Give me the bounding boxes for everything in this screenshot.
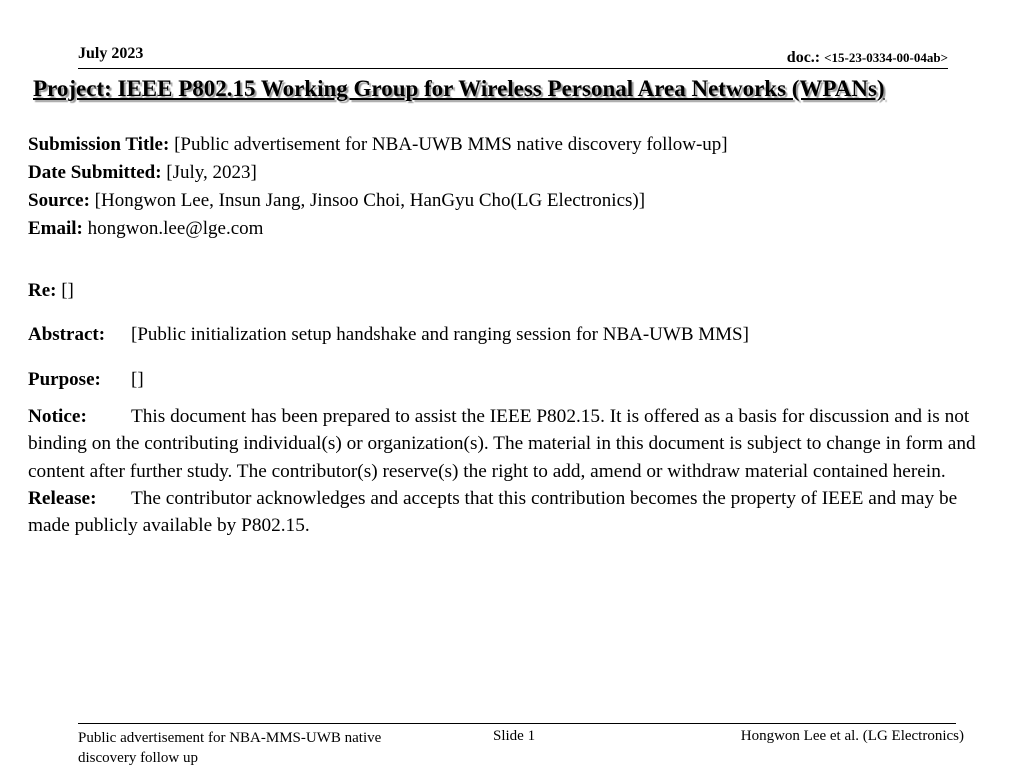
source-row: [28, 190, 645, 212]
date-submitted-label: Date Submitted:: [28, 162, 162, 183]
purpose-label: Purpose:: [28, 369, 101, 390]
re-value: []: [61, 280, 74, 301]
source-label: Source:: [28, 190, 90, 211]
header-doc-id: [787, 49, 948, 67]
header-date: July 2023: [78, 45, 144, 62]
doc-number: <15-23-0334-00-04ab>: [824, 50, 948, 65]
release-label: Release:: [28, 487, 97, 509]
release-text: The contributor acknowledges and accepts that this contribution becomes the property of IEEE and may be made publicly available by P802.15.: [28, 487, 958, 537]
notice-paragraph: [28, 403, 988, 485]
purpose-row: [28, 369, 144, 391]
notice-label: Notice:: [28, 406, 87, 427]
email-label: Email:: [28, 218, 83, 239]
date-submitted-row: [28, 162, 257, 184]
abstract-label: Abstract:: [28, 324, 106, 345]
abstract-value: [Public initialization setup handshake and ranging session for NBA-UWB MMS]: [131, 324, 749, 345]
footer-title: Public advertisement for NBA-MMS-UWB native discovery follow up: [78, 730, 382, 766]
header-divider: [78, 68, 948, 69]
footer-author: Hongwon Lee et al. (LG Electronics): [740, 728, 964, 744]
footer-divider: [78, 723, 956, 724]
doc-label: doc.:: [786, 49, 825, 66]
submission-title-value: [Public advertisement for NBA-UWB MMS native discovery follow-up]: [174, 134, 728, 155]
submission-title-row: [28, 134, 728, 156]
re-label: Re:: [28, 280, 57, 301]
source-value: [Hongwon Lee, Insun Jang, Jinsoo Choi, HanGyu Cho(LG Electronics)]: [94, 190, 646, 211]
purpose-value: []: [131, 369, 144, 390]
date-submitted-value: [July, 2023]: [166, 162, 257, 183]
notice-text: This document has been prepared to assist the IEEE P802.15. It is offered as a basis for discussion and is not binding on the contributing individual(s) or organization(s). The material in this document is subject to change in form and content after further study. The contributor(s) reserve(s) the right to add, amend or withdraw material contained herein.: [28, 406, 976, 482]
email-value: hongwon.lee@lge.com: [87, 218, 264, 239]
abstract-row: [28, 324, 749, 346]
email-row: [28, 218, 263, 240]
submission-title-label: Submission Title:: [28, 134, 170, 155]
slide-number: Slide 1: [493, 728, 536, 744]
project-title: Project: IEEE P802.15 Working Group for Wireless Personal Area Networks (WPANs): [33, 76, 885, 101]
re-row: [28, 280, 74, 302]
notice-block: [28, 403, 988, 539]
release-paragraph: [28, 485, 988, 540]
